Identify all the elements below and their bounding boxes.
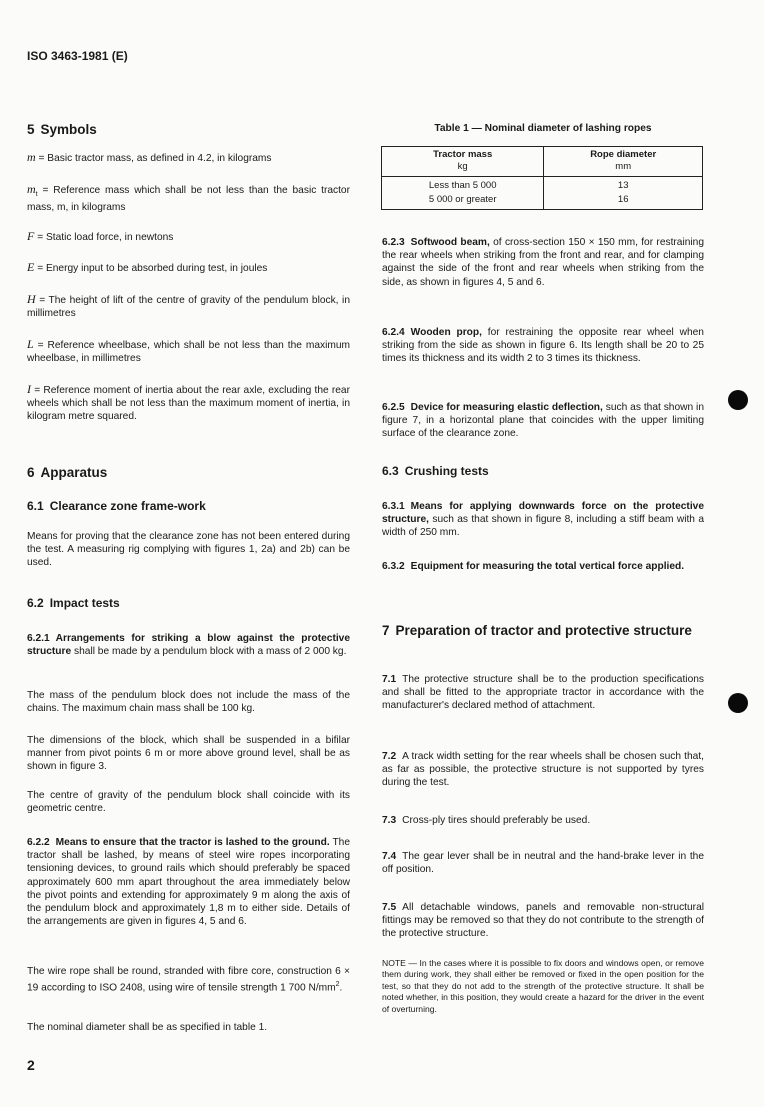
- clause-number: 7.4: [382, 851, 397, 862]
- section-6-heading: [27, 465, 350, 481]
- clause-number: 7.5: [382, 902, 397, 913]
- paragraph-centre-of-gravity: The centre of gravity of the pendulum block shall coincide with its geometric centre.: [27, 790, 350, 815]
- paragraph-6-2-1: [27, 632, 350, 658]
- symbol-E: [27, 261, 350, 275]
- symbol: m: [27, 182, 36, 196]
- symbol-definition: = Reference moment of inertia about the rear axle, excluding the rear wheels which shall be not less than the maximum moment of inertia, in kilogram metre squared.: [27, 385, 350, 423]
- clause-number: 6.2.4: [382, 327, 405, 338]
- section-title: Clearance zone frame-work: [49, 499, 206, 513]
- table-row: [382, 177, 703, 194]
- table-row: [382, 193, 703, 210]
- clause-title: Arrangements for striking a blow against the protective structure: [27, 633, 350, 658]
- header-label: Tractor mass: [433, 149, 493, 160]
- paragraph-chain-mass: The mass of the pendulum block does not include the mass of the chains. The maximum chain mass shall be 100 kg.: [27, 690, 350, 715]
- clause-title: Wooden prop,: [410, 327, 482, 338]
- symbol-definition: = Reference wheelbase, which shall be not less than the maximum wheelbase, in millimetres: [27, 340, 350, 365]
- clause-text: of cross-section 150 × 150 mm, for restraining the rear wheels when striking from the front and rear, and for clamping against the side of the front and rear wheels when striking from the side, as shown in figures 4, 5 and 6.: [382, 237, 704, 288]
- symbol-definition: = The height of lift of the centre of gravity of the pendulum block, in millimetres: [27, 295, 350, 320]
- header-label: Rope diameter: [590, 149, 657, 160]
- clause-number: 6.3.2: [382, 561, 405, 572]
- header-unit: kg: [457, 161, 468, 172]
- clause-number: 6.3.1: [382, 501, 405, 512]
- symbol-L: [27, 338, 350, 365]
- paragraph-7-4: [382, 850, 704, 876]
- symbol-F: [27, 230, 350, 244]
- table-1: [381, 146, 703, 210]
- cell-diameter: 13: [544, 177, 703, 194]
- cell-mass: 5 000 or greater: [428, 194, 497, 205]
- section-title: Preparation of tractor and protective structure: [395, 623, 692, 638]
- header-unit: mm: [615, 161, 632, 172]
- cell-diameter: 16: [544, 193, 703, 210]
- clause-text: A track width setting for the rear wheels shall be chosen such that, as far as possible, the protective structure is not supported by tyres during the test.: [382, 751, 704, 789]
- paragraph-nominal-diameter: The nominal diameter shall be as specified in table 1.: [27, 1022, 268, 1033]
- clause-text: Cross-ply tires should preferably be used.: [402, 815, 591, 826]
- section-number: 7: [382, 623, 390, 638]
- note: NOTE — In the cases where it is possible to fix doors and windows open, or remove them during work, they shall either be removed or fixed in the open position for the test, so that they do not add to the strength of the protective structure. It shall be noted whether, in this position, they would create a hazard for the driver in the event of overturning.: [382, 958, 704, 1014]
- section-6-3-heading: [382, 464, 704, 479]
- clause-title: Device for measuring elastic deflection,: [410, 402, 603, 413]
- document-header: ISO 3463-1981 (E): [27, 49, 128, 63]
- section-6-2-heading: [27, 596, 350, 611]
- symbol-definition: = Energy input to be absorbed during test, in joules: [37, 263, 268, 274]
- symbol-H: [27, 293, 350, 320]
- symbol: F: [27, 229, 35, 243]
- paragraph-7-2: [382, 750, 704, 790]
- clause-title: Means to ensure that the tractor is lashed to the ground.: [55, 837, 330, 848]
- section-5-heading: [27, 122, 350, 138]
- page-number: 2: [27, 1057, 35, 1073]
- paragraph-7-5: [382, 901, 704, 941]
- section-number: 6: [27, 465, 35, 480]
- clause-number: 7.2: [382, 751, 397, 762]
- section-number: 5: [27, 122, 35, 137]
- clause-number: 6.2.1: [27, 633, 50, 644]
- clause-text: The tractor shall be lashed, by means of steel wire ropes incorporating tensioning devices, to ground rails which should preferably be spaced approximately 600 mm apart throughout the area immediately below the pivot points and extending for approximately 9 m along the axis of the pendulum block and approximately 1,8 m to either side. Details of the arrangements are given in figures 4, 5 and 6.: [27, 837, 350, 928]
- clause-text: for restraining the opposite rear wheel when striking from the side as shown in figure 6. Its length shall be 20 to 25 times its thickness and its width 2 to 3 times its thickness.: [382, 327, 704, 365]
- symbol-definition: = Static load force, in newtons: [37, 232, 174, 243]
- clause-text: All detachable windows, panels and removable non-structural fittings may be removed so that they do not contribute to the strength of the protective structure.: [382, 902, 704, 940]
- symbol-mt: [27, 183, 350, 214]
- section-7-heading: [382, 623, 704, 639]
- paragraph-6-3-2: [382, 560, 704, 573]
- clause-text: The gear lever shall be in neutral and the hand-brake lever in the off position.: [382, 851, 704, 876]
- table-1-caption: Table 1 — Nominal diameter of lashing ropes: [434, 123, 652, 134]
- paragraph-6-2-2: [27, 836, 350, 928]
- table-header-row: [382, 147, 703, 177]
- section-number: 6.3: [382, 464, 399, 478]
- paragraph-7-1: [382, 673, 704, 713]
- clause-number: 7.3: [382, 815, 397, 826]
- wire-rope-text: The wire rope shall be round, stranded with fibre core, construction 6 × 19 according to ISO 2408, using wire of tensile strength 1 700 N/mm: [27, 966, 350, 994]
- paragraph-block-dimensions: The dimensions of the block, which shall be suspended in a bifilar manner from pivot points 6 m or more above ground level, shall be as shown in figure 3.: [27, 735, 350, 773]
- paragraph-6-3-1: [382, 500, 704, 540]
- clause-number: 7.1: [382, 674, 397, 685]
- paragraph-6-2-5: [382, 401, 704, 441]
- clause-number: 6.2.3: [382, 237, 405, 248]
- clause-text: such as that shown in figure 8, including a stiff beam with a width of 250 mm.: [382, 514, 704, 539]
- section-title: Symbols: [40, 122, 97, 137]
- section-number: 6.1: [27, 499, 44, 513]
- clause-text: The protective structure shall be to the production specifications and shall be fitted to the appropriate tractor in accordance with the manufacturer's declared method of attachment.: [382, 674, 704, 712]
- clause-title: Equipment for measuring the total vertical force applied.: [410, 561, 685, 572]
- section-6-1-heading: [27, 499, 350, 514]
- punctuation: .: [339, 982, 343, 994]
- clause-title: Softwood beam,: [410, 237, 490, 248]
- punch-hole-mark: [728, 390, 748, 410]
- section-number: 6.2: [27, 596, 44, 610]
- superscript: 2: [335, 981, 340, 989]
- symbol: E: [27, 260, 35, 274]
- paragraph-6-2-4: [382, 326, 704, 366]
- clause-text: shall be made by a pendulum block with a mass of 2 000 kg.: [74, 646, 347, 658]
- symbol: I: [27, 382, 31, 396]
- punch-hole-mark: [728, 693, 748, 713]
- symbol: H: [27, 292, 36, 306]
- section-title: Impact tests: [49, 596, 120, 610]
- paragraph-wire-rope: [27, 965, 350, 995]
- paragraph-6-1: Means for proving that the clearance zone has not been entered during the test. A measuring rig complying with figures 1, 2a) and 2b) can be used.: [27, 531, 350, 569]
- symbol-subscript: t: [35, 191, 38, 199]
- cell-mass: Less than 5 000: [428, 180, 497, 191]
- symbol-definition: = Reference mass which shall be not less than the basic tractor mass, m, in kilograms: [27, 185, 350, 214]
- header-tractor-mass: [382, 147, 544, 177]
- clause-text: such as that shown in figure 7, in a horizontal plane that coincides with the upper limiting surface of the clearance zone.: [382, 402, 704, 440]
- section-title: Crushing tests: [404, 464, 489, 478]
- clause-number: 6.2.2: [27, 837, 50, 848]
- paragraph-7-3: [382, 814, 704, 827]
- symbol: L: [27, 337, 34, 351]
- clause-title: Means for applying downwards force on the protective structure,: [382, 501, 704, 526]
- header-rope-diameter: [544, 147, 703, 177]
- clause-number: 6.2.5: [382, 402, 405, 413]
- paragraph-6-2-3: [382, 236, 704, 289]
- symbol-m: [27, 151, 350, 165]
- symbol: m: [27, 150, 36, 164]
- symbol-I: [27, 383, 350, 424]
- section-title: Apparatus: [40, 465, 108, 480]
- symbol-definition: = Basic tractor mass, as defined in 4.2, in kilograms: [38, 153, 272, 164]
